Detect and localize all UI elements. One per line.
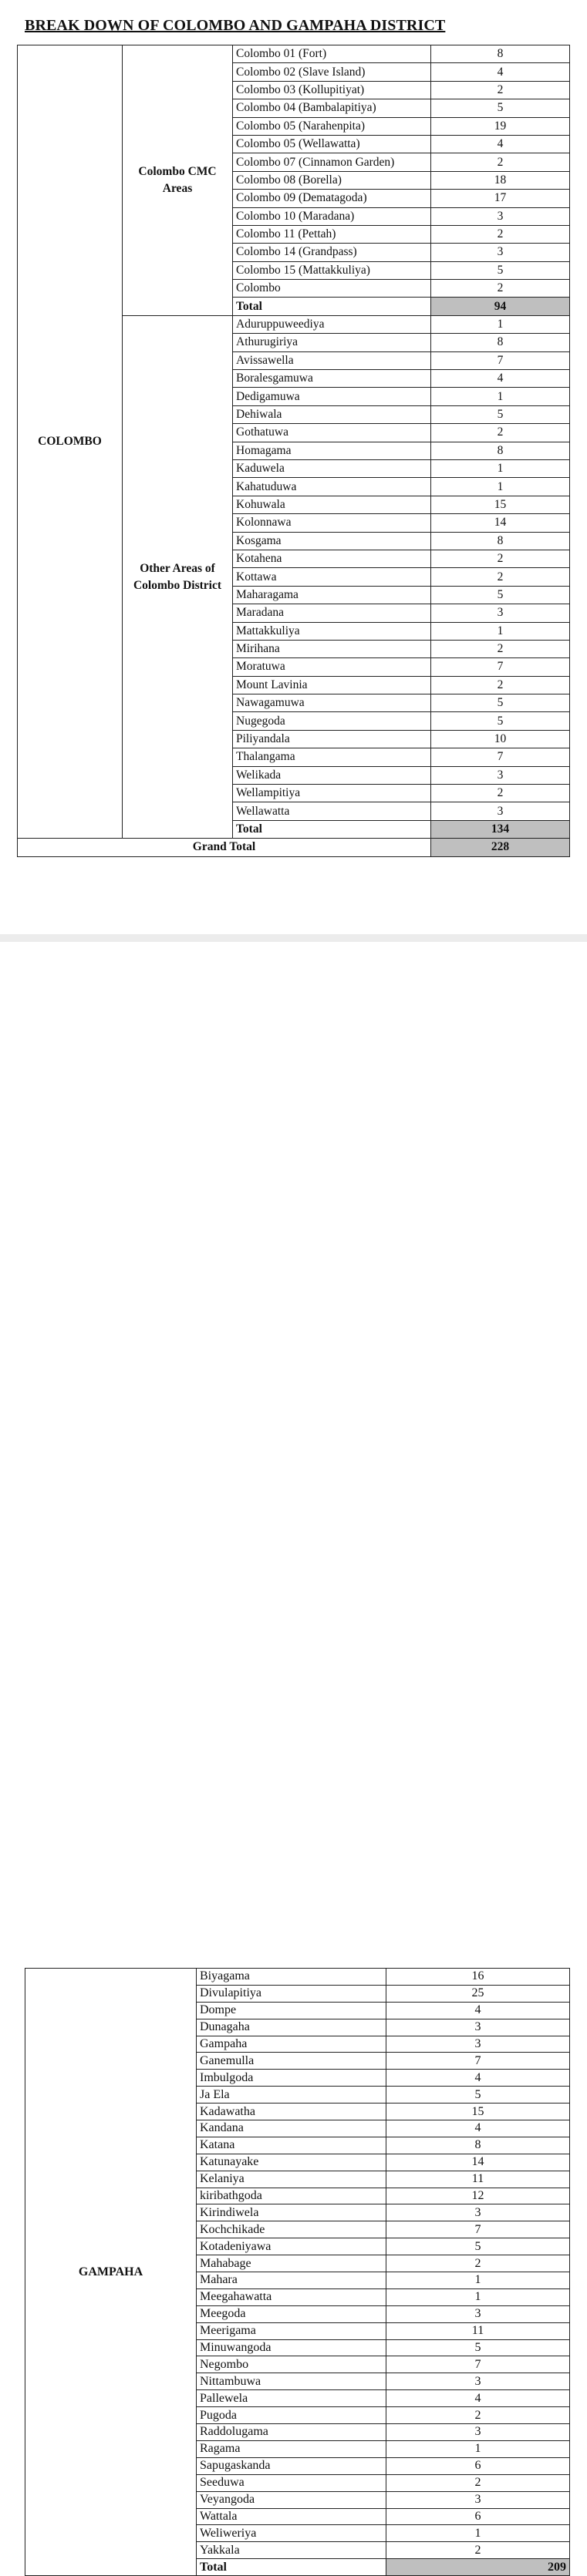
district-label-colombo: COLOMBO: [18, 45, 123, 839]
area-name: Colombo 09 (Dematagoda): [233, 190, 431, 207]
area-count: 7: [431, 748, 570, 766]
area-count: 7: [386, 2356, 570, 2373]
area-count: 7: [386, 2221, 570, 2238]
area-name: Kohuwala: [233, 496, 431, 513]
page-separator: [0, 934, 587, 942]
grand-total-value: 228: [431, 839, 570, 856]
area-name: Kottawa: [233, 568, 431, 586]
area-count: 2: [431, 640, 570, 657]
area-count: 1: [386, 2525, 570, 2542]
area-count: 7: [431, 351, 570, 369]
area-count: 3: [431, 766, 570, 784]
area-name: Biyagama: [197, 1969, 386, 1986]
area-name: Thalangama: [233, 748, 431, 766]
gampaha-breakdown-table: [25, 1968, 570, 2576]
area-name: Nawagamuwa: [233, 694, 431, 712]
area-name: Piliyandala: [233, 730, 431, 748]
area-count: 1: [386, 2440, 570, 2457]
area-count: 5: [386, 2238, 570, 2255]
area-name: Kandana: [197, 2120, 386, 2137]
area-name: Seeduwa: [197, 2474, 386, 2491]
area-count: 1: [386, 2288, 570, 2305]
area-name: Meegahawatta: [197, 2288, 386, 2305]
table-row: [25, 1969, 570, 1986]
area-name: Veyangoda: [197, 2491, 386, 2508]
area-name: Yakkala: [197, 2542, 386, 2559]
area-count: 14: [431, 514, 570, 532]
area-count: 2: [431, 280, 570, 298]
area-name: Dedigamuwa: [233, 388, 431, 405]
area-name: Moratuwa: [233, 658, 431, 676]
area-count: 8: [431, 442, 570, 459]
area-count: 3: [386, 2204, 570, 2221]
area-name: Maharagama: [233, 586, 431, 604]
area-count: 10: [431, 730, 570, 748]
area-name: Wattala: [197, 2508, 386, 2525]
area-count: 2: [431, 550, 570, 567]
area-name: Colombo 15 (Mattakkuliya): [233, 261, 431, 279]
total-label: Total: [233, 820, 431, 838]
area-name: Kosgama: [233, 532, 431, 550]
area-name: Ja Ela: [197, 2087, 386, 2104]
area-count: 4: [386, 2390, 570, 2407]
area-count: 8: [431, 45, 570, 63]
total-label: Total: [233, 298, 431, 315]
document-title: BREAK DOWN OF COLOMBO AND GAMPAHA DISTRICT: [25, 17, 446, 34]
area-name: Wellampitiya: [233, 785, 431, 802]
area-count: 7: [431, 658, 570, 676]
area-count: 1: [431, 315, 570, 333]
area-name: Colombo 04 (Bambalapitiya): [233, 99, 431, 117]
area-name: Colombo 02 (Slave Island): [233, 63, 431, 81]
area-count: 11: [386, 2171, 570, 2188]
group-label-cmc: Colombo CMC Areas: [123, 45, 233, 316]
area-name: Kotahena: [233, 550, 431, 567]
area-name: Kochchikade: [197, 2221, 386, 2238]
colombo-breakdown-table: [17, 45, 570, 857]
area-count: 2: [431, 568, 570, 586]
area-name: Kirindiwela: [197, 2204, 386, 2221]
area-name: Kahatuduwa: [233, 478, 431, 496]
area-name: Athurugiriya: [233, 334, 431, 351]
grand-total-label: Grand Total: [18, 839, 431, 856]
area-count: 5: [431, 694, 570, 712]
area-count: 6: [386, 2457, 570, 2474]
area-count: 1: [431, 622, 570, 640]
area-count: 14: [386, 2154, 570, 2171]
area-name: Katunayake: [197, 2154, 386, 2171]
area-count: 3: [431, 802, 570, 820]
area-name: Colombo: [233, 280, 431, 298]
area-count: 3: [386, 2491, 570, 2508]
area-name: Avissawella: [233, 351, 431, 369]
area-count: 2: [386, 2407, 570, 2424]
area-name: Mahabage: [197, 2255, 386, 2272]
area-count: 2: [431, 676, 570, 694]
area-name: Kaduwela: [233, 459, 431, 477]
area-name: Minuwangoda: [197, 2339, 386, 2356]
area-name: Meegoda: [197, 2305, 386, 2322]
area-count: 2: [431, 785, 570, 802]
area-name: Colombo 11 (Pettah): [233, 225, 431, 243]
area-count: 1: [431, 459, 570, 477]
area-count: 7: [386, 2053, 570, 2070]
area-count: 3: [431, 604, 570, 622]
area-count: 2: [386, 2474, 570, 2491]
area-name: Colombo 05 (Wellawatta): [233, 135, 431, 153]
area-count: 25: [386, 1985, 570, 2002]
area-count: 5: [431, 99, 570, 117]
area-count: 5: [386, 2339, 570, 2356]
area-name: Ragama: [197, 2440, 386, 2457]
area-count: 3: [386, 2305, 570, 2322]
area-name: Gothatuwa: [233, 424, 431, 442]
area-name: Wellawatta: [233, 802, 431, 820]
total-label: Total: [197, 2559, 386, 2576]
area-count: 4: [431, 370, 570, 388]
area-name: Mirihana: [233, 640, 431, 657]
area-name: Sapugaskanda: [197, 2457, 386, 2474]
area-name: Katana: [197, 2137, 386, 2154]
grand-total-row: [18, 839, 570, 856]
area-count: 11: [386, 2322, 570, 2339]
area-name: Raddolugama: [197, 2424, 386, 2441]
area-name: Ganemulla: [197, 2053, 386, 2070]
total-value-gampaha: 209: [386, 2559, 570, 2576]
area-count: 4: [386, 2120, 570, 2137]
area-name: Dompe: [197, 2002, 386, 2019]
area-count: 6: [386, 2508, 570, 2525]
area-count: 4: [386, 2002, 570, 2019]
area-name: Colombo 10 (Maradana): [233, 207, 431, 225]
area-name: kiribathgoda: [197, 2188, 386, 2204]
area-count: 4: [431, 63, 570, 81]
area-count: 5: [431, 405, 570, 423]
area-count: 5: [431, 261, 570, 279]
area-name: Kotadeniyawa: [197, 2238, 386, 2255]
area-count: 2: [431, 81, 570, 99]
area-name: Colombo 08 (Borella): [233, 171, 431, 189]
area-name: Mount Lavinia: [233, 676, 431, 694]
area-count: 15: [431, 496, 570, 513]
area-count: 1: [431, 478, 570, 496]
total-value-cmc: 94: [431, 298, 570, 315]
area-name: Colombo 14 (Grandpass): [233, 244, 431, 261]
area-count: 3: [386, 2036, 570, 2053]
area-count: 5: [431, 586, 570, 604]
area-name: Nittambuwa: [197, 2373, 386, 2390]
area-name: Boralesgamuwa: [233, 370, 431, 388]
area-name: Imbulgoda: [197, 2070, 386, 2087]
area-name: Kelaniya: [197, 2171, 386, 2188]
area-name: Colombo 01 (Fort): [233, 45, 431, 63]
area-name: Meerigama: [197, 2322, 386, 2339]
area-count: 1: [431, 388, 570, 405]
area-name: Kolonnawa: [233, 514, 431, 532]
area-name: Divulapitiya: [197, 1985, 386, 2002]
area-name: Kadawatha: [197, 2104, 386, 2120]
area-count: 8: [386, 2137, 570, 2154]
area-count: 3: [386, 2019, 570, 2036]
area-count: 3: [431, 244, 570, 261]
area-name: Mattakkuliya: [233, 622, 431, 640]
page-one: [0, 0, 587, 934]
area-count: 8: [431, 532, 570, 550]
area-count: 4: [386, 2070, 570, 2087]
area-count: 18: [431, 171, 570, 189]
page-two: [0, 942, 587, 2574]
area-count: 19: [431, 117, 570, 135]
area-name: Negombo: [197, 2356, 386, 2373]
area-count: 3: [431, 207, 570, 225]
area-count: 12: [386, 2188, 570, 2204]
area-name: Gampaha: [197, 2036, 386, 2053]
area-count: 5: [386, 2087, 570, 2104]
area-count: 5: [431, 712, 570, 730]
area-count: 17: [431, 190, 570, 207]
area-count: 2: [431, 424, 570, 442]
area-name: Welikada: [233, 766, 431, 784]
area-count: 1: [386, 2272, 570, 2289]
area-count: 16: [386, 1969, 570, 1986]
table-row: [18, 45, 570, 63]
area-name: Colombo 07 (Cinnamon Garden): [233, 153, 431, 171]
area-name: Mahara: [197, 2272, 386, 2289]
area-name: Aduruppuweediya: [233, 315, 431, 333]
area-count: 8: [431, 334, 570, 351]
area-name: Weliweriya: [197, 2525, 386, 2542]
area-name: Colombo 03 (Kollupitiyat): [233, 81, 431, 99]
area-name: Maradana: [233, 604, 431, 622]
area-count: 2: [386, 2255, 570, 2272]
area-count: 2: [386, 2542, 570, 2559]
area-count: 4: [431, 135, 570, 153]
area-name: Homagama: [233, 442, 431, 459]
area-name: Dehiwala: [233, 405, 431, 423]
area-name: Nugegoda: [233, 712, 431, 730]
area-name: Pallewela: [197, 2390, 386, 2407]
area-name: Colombo 05 (Narahenpita): [233, 117, 431, 135]
area-count: 2: [431, 225, 570, 243]
area-count: 2: [431, 153, 570, 171]
group-label-other: Other Areas of Colombo District: [123, 315, 233, 838]
district-label-gampaha: GAMPAHA: [25, 1969, 197, 2576]
area-name: Pugoda: [197, 2407, 386, 2424]
area-count: 15: [386, 2104, 570, 2120]
area-name: Dunagaha: [197, 2019, 386, 2036]
area-count: 3: [386, 2424, 570, 2441]
total-value-other: 134: [431, 820, 570, 838]
area-count: 3: [386, 2373, 570, 2390]
